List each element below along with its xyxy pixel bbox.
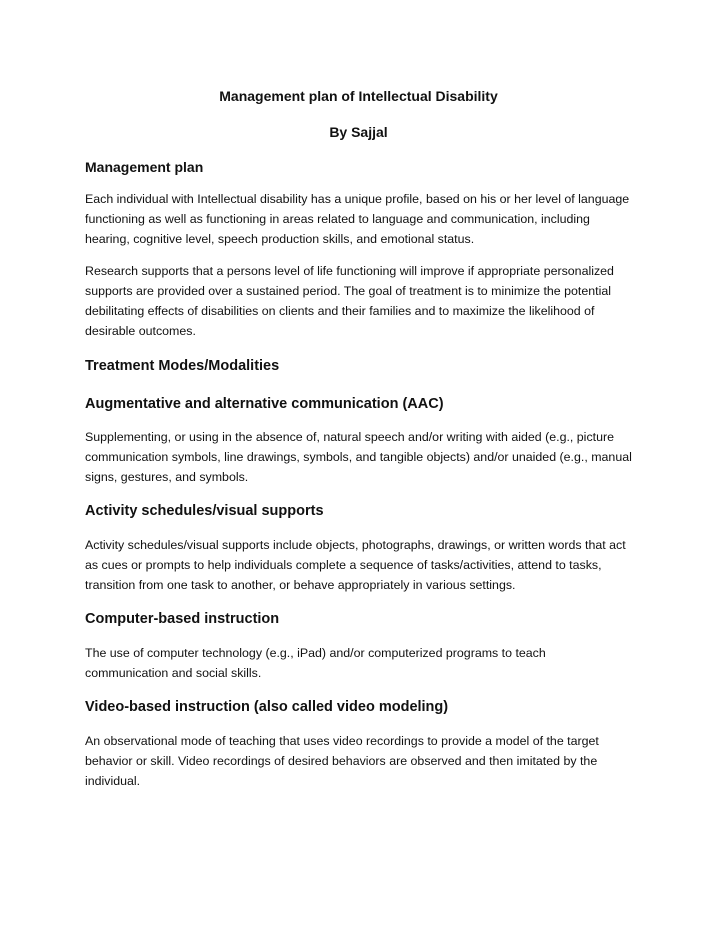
paragraph-aac: Supplementing, or using in the absence of, natural speech and/or writing with aided (e.g., picture communication symbols, line drawings, symbols, and tangible objects) and/or unaided (e.g., manual signs, gestures, and symbols. <box>85 430 632 484</box>
paragraph-activity-schedules: Activity schedules/visual supports include objects, photographs, drawings, or written words that act as cues or prompts to help individuals complete a sequence of tasks/activities, attend to tasks, transition from one task to another, or behave appropriately in various settings. <box>85 538 626 592</box>
paragraph-management-plan-2: Research supports that a persons level of life functioning will improve if appropriate personalized supports are provided over a sustained period. The goal of treatment is to minimize the potential debilitating effects of disabilities on clients and their families and to maximize the likelihood of desirable outcomes. <box>85 264 614 338</box>
heading-computer-based: Computer-based instruction <box>85 611 280 627</box>
heading-aac: Augmentative and alternative communication (AAC) <box>85 396 444 412</box>
document-title: Management plan of Intellectual Disability <box>219 88 498 104</box>
document-author: By Sajjal <box>329 124 388 140</box>
heading-video-based: Video-based instruction (also called video modeling) <box>85 699 449 715</box>
heading-management-plan: Management plan <box>85 159 204 175</box>
heading-treatment-modes: Treatment Modes/Modalities <box>85 358 280 374</box>
paragraph-video-based: An observational mode of teaching that uses video recordings to provide a model of the target behavior or skill. Video recordings of desired behaviors are observed and then imitated by the individual. <box>85 734 599 788</box>
heading-activity-schedules: Activity schedules/visual supports <box>85 503 324 519</box>
paragraph-management-plan-1: Each individual with Intellectual disability has a unique profile, based on his or her level of language functioning as well as functioning in areas related to language and communication, including hearing, cognitive level, speech production skills, and emotional status. <box>85 192 630 246</box>
paragraph-computer-based: The use of computer technology (e.g., iPad) and/or computerized programs to teach communication and social skills. <box>85 646 546 680</box>
